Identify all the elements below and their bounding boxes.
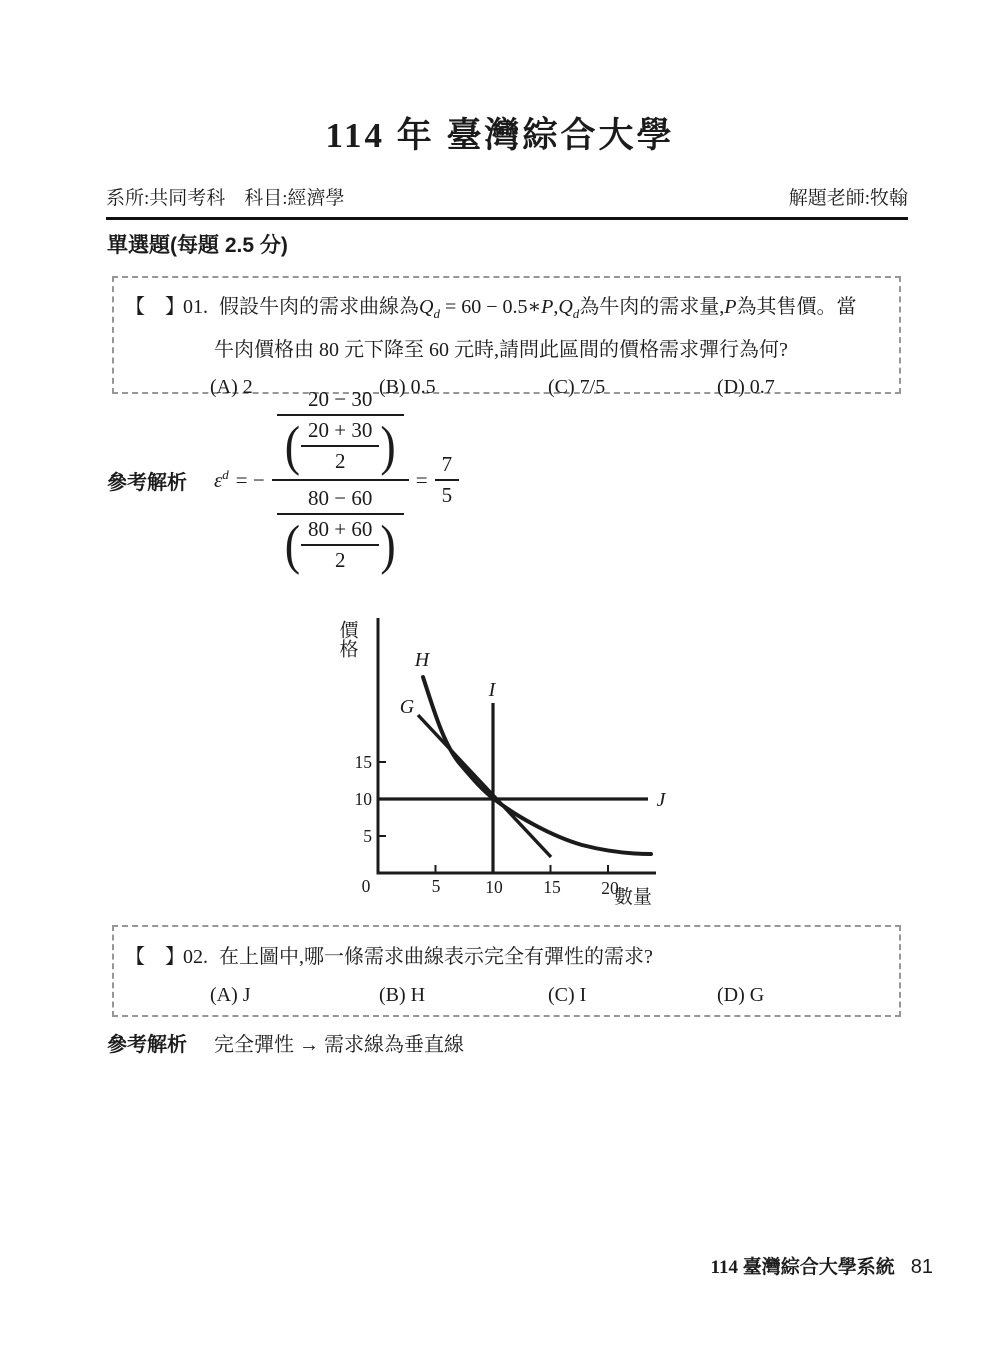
department-subject-text: 系所:共同考科 科目:經濟學 bbox=[106, 188, 345, 209]
question-01-line-1 bbox=[125, 289, 889, 332]
upper-numerator: 20 − 30 bbox=[277, 387, 404, 416]
question-text: 在上圖中,哪一條需求曲線表示完全有彈性的需求? bbox=[219, 946, 653, 968]
analysis-label: 參考解析 bbox=[107, 1034, 187, 1056]
analysis-block-02 bbox=[107, 1028, 464, 1057]
curve-label-h: H bbox=[414, 649, 430, 671]
math-equation: = 60 − 0.5∗ bbox=[439, 296, 542, 318]
demand-curves-graph bbox=[330, 605, 690, 915]
math-subscript-d: d bbox=[572, 306, 580, 321]
punctuation: , bbox=[719, 296, 725, 318]
footer-series-text: 114 臺灣綜合大學系統 bbox=[710, 1257, 895, 1278]
analysis-label: 參考解析 bbox=[107, 471, 187, 494]
question-number: 01. bbox=[183, 296, 208, 318]
x-tick-label-20: 20 bbox=[601, 878, 619, 898]
answer-bracket-marker: 【 】 bbox=[125, 296, 185, 318]
origin-tick-label: 0 bbox=[361, 876, 371, 896]
question-02-options bbox=[125, 978, 889, 1012]
y-tick-label-10: 10 bbox=[354, 789, 372, 809]
lower-numerator: 80 − 60 bbox=[277, 486, 404, 515]
x-tick-label-5: 5 bbox=[431, 876, 441, 896]
footer-page-number: 81 bbox=[910, 1256, 933, 1278]
question-box-01 bbox=[112, 276, 901, 398]
curve-g-straight-line bbox=[418, 715, 551, 857]
graph-canvas bbox=[330, 605, 690, 915]
option-b: (B) 0.5 bbox=[379, 376, 436, 398]
upper-fraction bbox=[277, 387, 404, 477]
right-paren: ) bbox=[380, 415, 396, 477]
y-tick-label-5: 5 bbox=[363, 826, 372, 846]
left-paren: ( bbox=[284, 514, 301, 576]
main-fraction bbox=[272, 387, 409, 576]
left-paren: ( bbox=[284, 415, 301, 477]
equals-minus-sign: = − bbox=[235, 467, 265, 492]
curve-label-i: I bbox=[488, 679, 496, 701]
question-01-line-2: 牛肉價格由 80 元下降至 60 元時,請問此區間的價格需求彈行為何? bbox=[214, 339, 788, 361]
lower-inner-fraction bbox=[301, 517, 379, 573]
equals-sign: = bbox=[415, 467, 428, 492]
analysis-text: 完全彈性 → 需求線為垂直線 bbox=[214, 1034, 464, 1056]
option-d: (D) 0.7 bbox=[717, 376, 775, 398]
page-footer bbox=[711, 1252, 933, 1279]
y-axis-label: 價格 bbox=[336, 620, 358, 658]
math-symbol-qd: Q bbox=[558, 296, 573, 318]
upper-inner-numerator: 20 + 30 bbox=[301, 418, 379, 447]
math-symbol-p: P bbox=[541, 296, 554, 318]
epsilon-superscript: d bbox=[222, 467, 229, 482]
header-meta-row bbox=[106, 183, 908, 220]
math-subscript-d: d bbox=[433, 306, 440, 321]
right-paren: ) bbox=[380, 514, 396, 576]
section-heading: 單選題(每題 2.5 分) bbox=[107, 234, 288, 257]
question-text: 假設牛肉的需求曲線為 bbox=[219, 296, 419, 318]
solver-teacher-text: 解題老師:牧翰 bbox=[788, 188, 908, 209]
question-text: 為牛肉的需求量 bbox=[579, 296, 720, 318]
question-02-line-1 bbox=[125, 940, 889, 974]
x-tick-label-10: 10 bbox=[485, 877, 503, 897]
option-c: (C) 7/5 bbox=[548, 376, 606, 398]
curve-h-convex-curve bbox=[423, 677, 651, 854]
punctuation: , bbox=[553, 296, 559, 318]
question-box-02 bbox=[112, 925, 901, 1017]
math-symbol-qd: Q bbox=[419, 296, 434, 318]
option-a: (A) J bbox=[210, 984, 251, 1006]
y-tick-label-15: 15 bbox=[354, 752, 372, 772]
result-numerator: 7 bbox=[435, 452, 460, 481]
question-number: 02. bbox=[183, 946, 208, 968]
math-symbol-p: P bbox=[724, 296, 737, 318]
question-text: 為其售價。當 bbox=[736, 296, 857, 318]
lower-inner-denominator: 2 bbox=[334, 548, 346, 572]
option-d: (D) G bbox=[717, 984, 765, 1006]
page-title: 114 年 臺灣綜合大學 bbox=[325, 116, 675, 155]
epsilon-symbol: $\varepsilon^d$ bbox=[214, 467, 229, 492]
lower-fraction bbox=[277, 486, 404, 576]
lower-inner-numerator: 80 + 60 bbox=[301, 517, 379, 546]
option-a: (A) 2 bbox=[210, 376, 253, 398]
option-c: (C) I bbox=[548, 984, 587, 1006]
elasticity-formula bbox=[214, 387, 459, 576]
curve-label-j: J bbox=[656, 789, 666, 811]
option-b: (B) H bbox=[379, 984, 426, 1006]
x-axis-label: 數量 bbox=[614, 887, 653, 908]
upper-inner-fraction bbox=[301, 418, 379, 474]
answer-bracket-marker: 【 】 bbox=[125, 946, 185, 968]
upper-inner-denominator: 2 bbox=[334, 449, 346, 473]
curve-label-g: G bbox=[399, 696, 415, 718]
result-fraction bbox=[435, 452, 460, 508]
x-tick-label-15: 15 bbox=[543, 877, 561, 897]
result-denominator: 5 bbox=[441, 483, 453, 507]
